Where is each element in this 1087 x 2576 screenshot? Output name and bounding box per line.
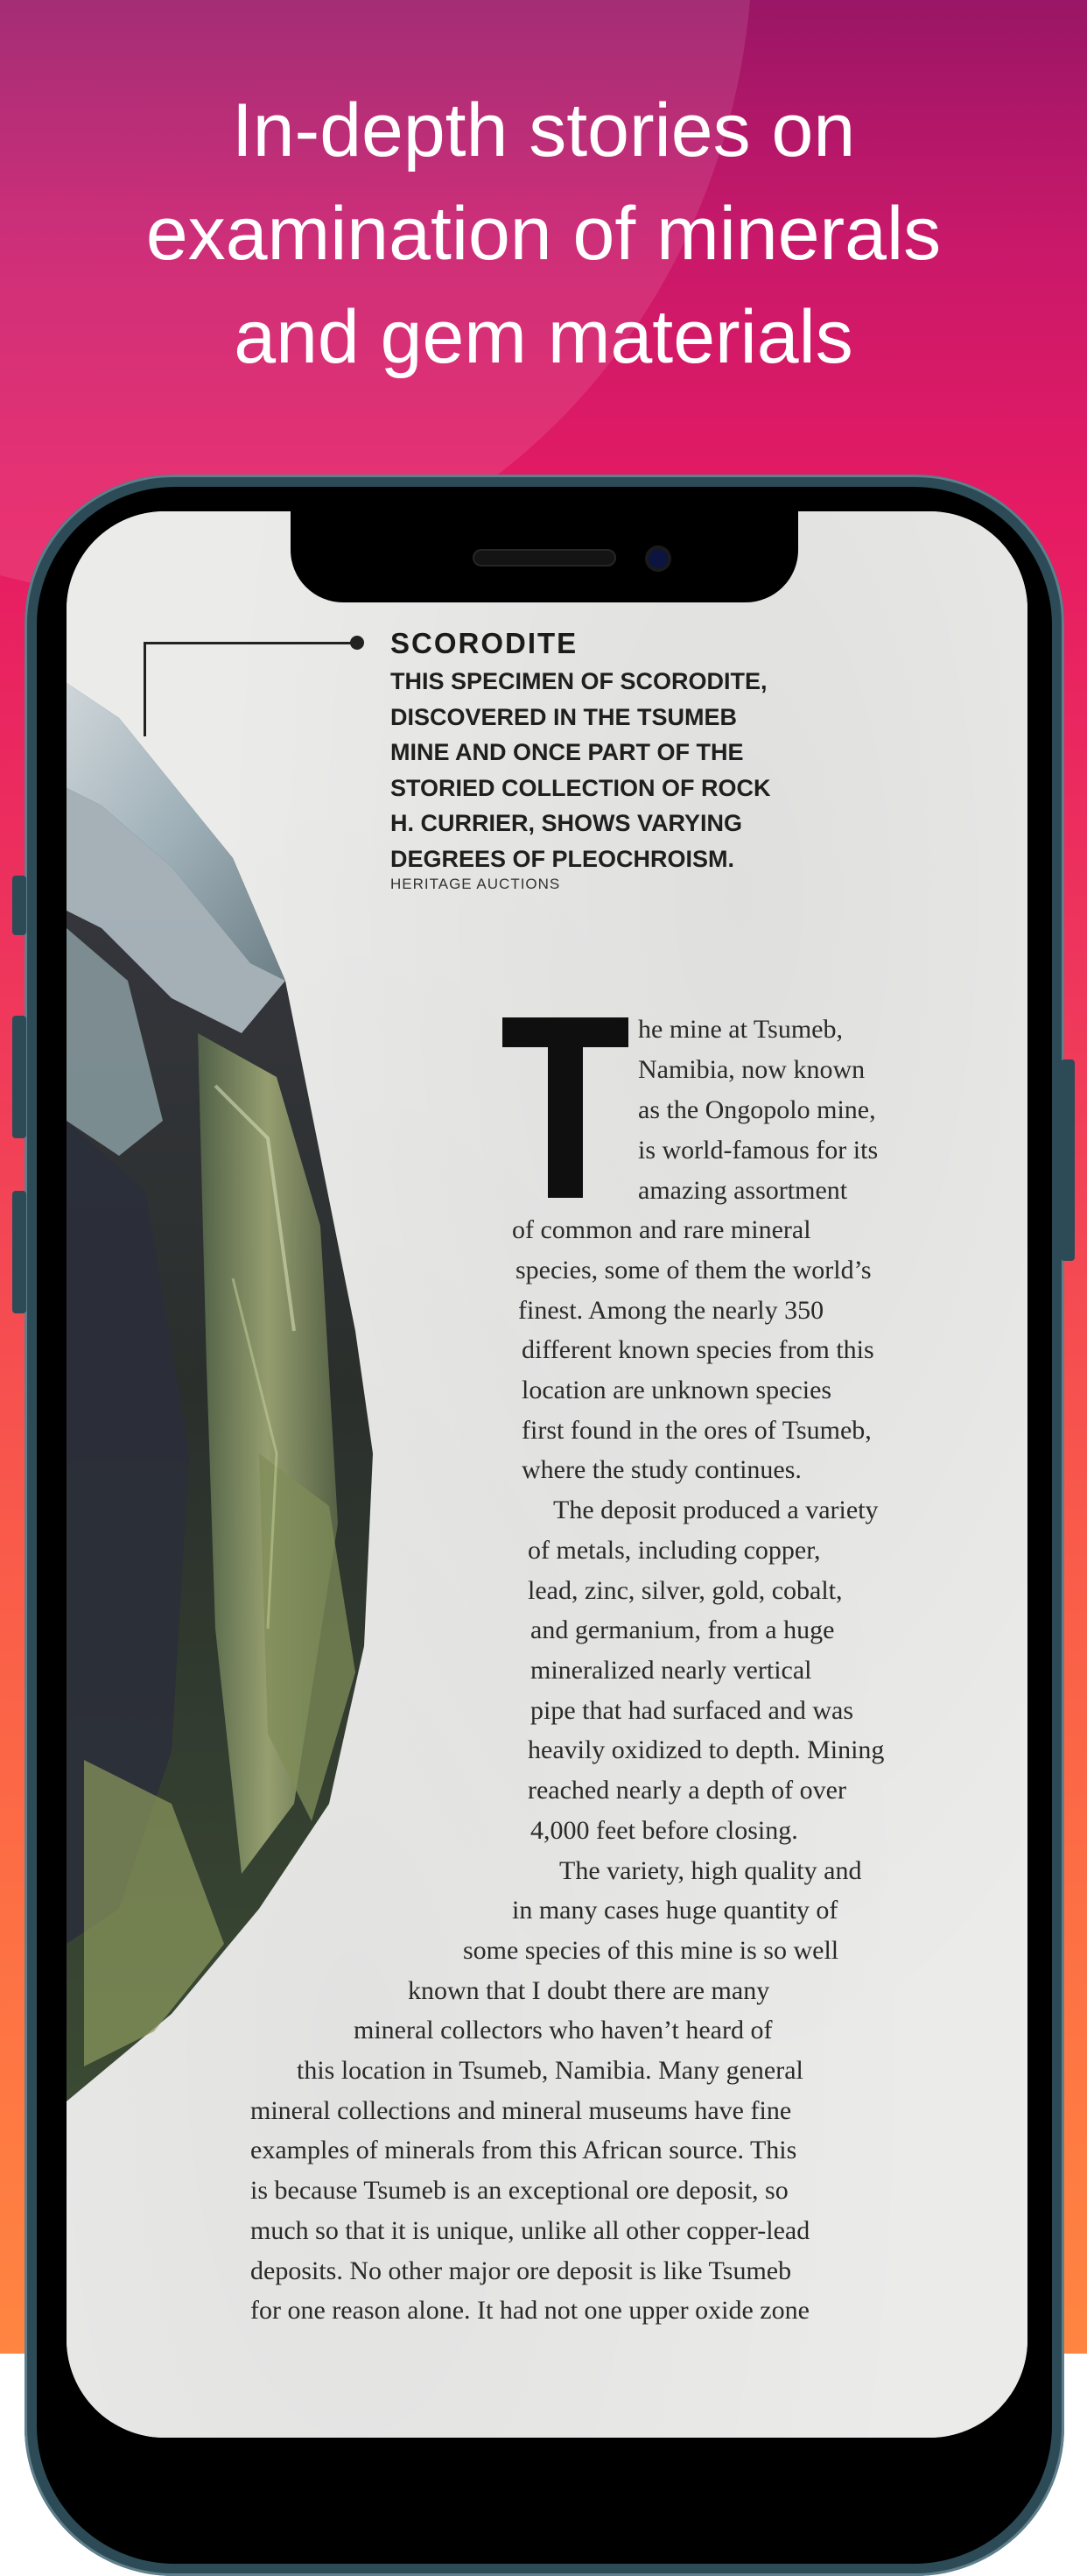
promo-headline: [53, 79, 1034, 389]
article-line: mineral collections and mineral museums have fine: [250, 2096, 792, 2125]
article-line: known that I doubt there are many: [408, 1976, 770, 2005]
caption-line: DISCOVERED IN THE TSUMEB: [390, 703, 738, 730]
article-line: he mine at Tsumeb,: [638, 1015, 843, 1044]
caption-line: STORIED COLLECTION OF ROCK: [390, 774, 771, 801]
article-line: The deposit produced a variety: [553, 1496, 879, 1524]
caption-line: H. CURRIER, SHOWS VARYING: [390, 810, 743, 836]
caption-body: [390, 664, 845, 876]
article-line: mineralized nearly vertical: [530, 1656, 812, 1685]
article-line: different known species from this: [522, 1335, 874, 1364]
article-line: deposits. No other major ore deposit is like Tsumeb: [250, 2256, 792, 2285]
volume-down-button: [12, 1191, 26, 1313]
article-line: species, some of them the world’s: [515, 1256, 872, 1284]
article-line: pipe that had surfaced and was: [530, 1696, 854, 1725]
article-line: is world-famous for its: [638, 1136, 879, 1165]
earpiece-speaker: [473, 549, 616, 567]
article-line: where the study continues.: [522, 1455, 802, 1484]
article-line: reached nearly a depth of over: [528, 1776, 846, 1805]
front-camera: [649, 549, 668, 568]
caption-line: DEGREES OF PLEOCHROISM.: [390, 845, 735, 872]
article-line: mineral collectors who haven’t heard of: [354, 2016, 773, 2045]
power-button: [1061, 1059, 1075, 1261]
article-line: The variety, high quality and: [559, 1856, 862, 1885]
drop-cap-T: [502, 1017, 628, 1198]
article-line: in many cases huge quantity of: [512, 1896, 838, 1925]
caption-title: SCORODITE: [390, 627, 579, 659]
article-line: location are unknown species: [522, 1376, 832, 1404]
headline-line-2: examination of minerals: [145, 192, 942, 276]
caption-line: THIS SPECIMEN OF SCORODITE,: [390, 668, 768, 694]
photo-credit: HERITAGE AUCTIONS: [390, 876, 561, 892]
article-line: as the Ongopolo mine,: [638, 1095, 876, 1124]
silent-switch: [12, 876, 26, 935]
article-line: 4,000 feet before closing.: [530, 1816, 798, 1845]
article-line: this location in Tsumeb, Namibia. Many general: [297, 2056, 803, 2085]
article-line: is because Tsumeb is an exceptional ore deposit, so: [250, 2176, 789, 2205]
drop-cap-stem: [548, 1017, 583, 1198]
headline-line-1: In-depth stories on: [231, 88, 856, 172]
headline-line-3: and gem materials: [234, 295, 853, 379]
caption-leader-line: [144, 642, 357, 644]
article-line: examples of minerals from this African source. This: [250, 2136, 797, 2164]
volume-up-button: [12, 1016, 26, 1138]
article-line: of metals, including copper,: [528, 1536, 821, 1565]
article-line: first found in the ores of Tsumeb,: [522, 1416, 872, 1445]
article-line: for one reason alone. It had not one upper oxide zone: [250, 2296, 810, 2325]
article-line: some species of this mine is so well: [463, 1936, 839, 1965]
caption-leader-drop: [144, 642, 146, 736]
article-line: lead, zinc, silver, gold, cobalt,: [528, 1576, 843, 1605]
article-line: heavily oxidized to depth. Mining: [528, 1735, 885, 1764]
caption-leader-dot: [350, 636, 364, 650]
article-line: Namibia, now known: [638, 1055, 866, 1084]
article-line: much so that it is unique, unlike all other copper-lead: [250, 2216, 810, 2245]
article-line: amazing assortment: [638, 1176, 848, 1205]
article-line: and germanium, from a huge: [530, 1615, 835, 1644]
article-line: of common and rare mineral: [512, 1215, 811, 1244]
caption-line: MINE AND ONCE PART OF THE: [390, 739, 744, 765]
article-line: finest. Among the nearly 350: [518, 1296, 824, 1325]
